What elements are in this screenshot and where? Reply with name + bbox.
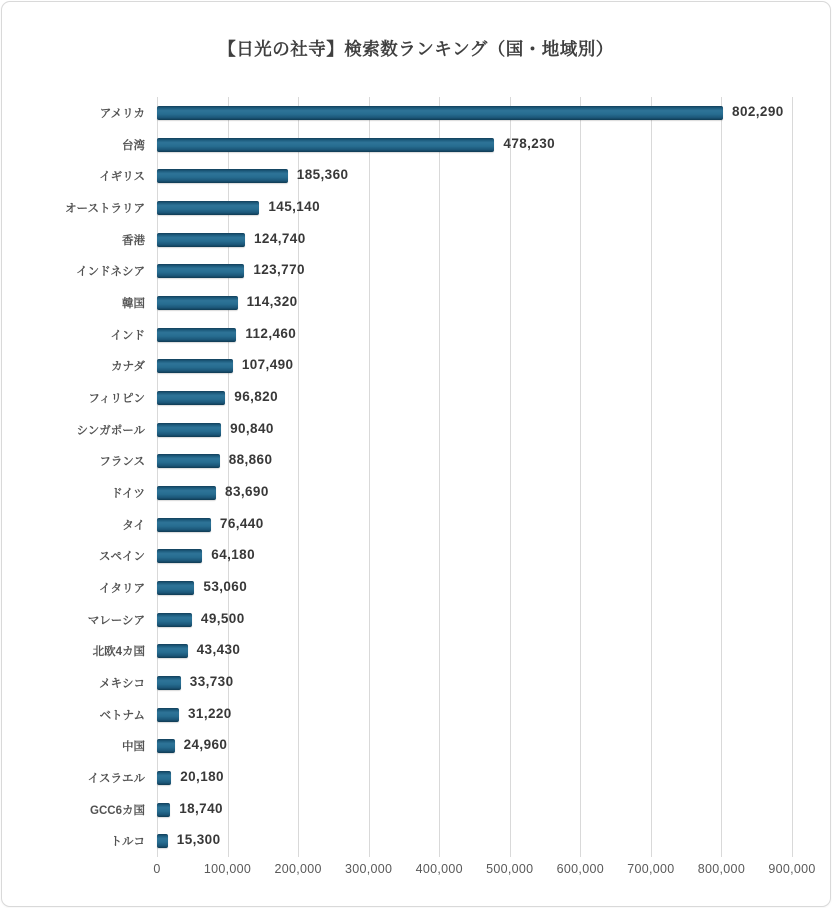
value-label: 15,300: [176, 832, 221, 848]
bar: [157, 739, 175, 753]
chart-card: [1, 1, 831, 907]
bar: [157, 169, 288, 183]
category-label: 香港: [122, 234, 145, 247]
chart-title: 【日光の社寺】検索数ランキング（国・地域別）: [218, 39, 614, 59]
gridline: [721, 97, 722, 857]
category-label: オーストラリア: [65, 202, 145, 215]
category-label: ベトナム: [99, 709, 145, 722]
x-tick-label: 0: [153, 862, 161, 876]
value-label: 83,690: [225, 483, 269, 499]
x-tick-label: 100,000: [203, 862, 252, 876]
bar: [157, 549, 202, 563]
value-label: 33,730: [189, 673, 234, 689]
x-tick-label: 400,000: [415, 862, 463, 876]
x-tick-label: 300,000: [345, 862, 393, 876]
x-tick-label: 800,000: [697, 862, 746, 876]
value-label: 64,180: [211, 547, 255, 563]
category-label: GCC6カ国: [90, 804, 145, 817]
value-label: 96,820: [234, 388, 278, 404]
bar: [157, 201, 259, 215]
category-label: イスラエル: [87, 772, 145, 785]
x-tick-label: 200,000: [274, 862, 322, 876]
value-label: 185,360: [296, 167, 349, 183]
bar: [157, 296, 238, 310]
value-label: 20,180: [180, 768, 224, 784]
category-label: フランス: [99, 456, 145, 469]
bar: [157, 264, 244, 278]
category-label: スペイン: [99, 551, 145, 564]
gridline: [439, 97, 440, 857]
x-tick-label: 500,000: [486, 862, 534, 876]
value-label: 53,060: [203, 578, 248, 594]
category-label: トルコ: [110, 836, 145, 849]
bar: [157, 834, 168, 848]
value-label: 124,740: [254, 230, 306, 246]
category-label: 韓国: [122, 297, 145, 310]
bar: [157, 486, 216, 500]
bar: [157, 423, 221, 437]
value-label: 88,860: [228, 452, 273, 468]
value-label: 123,770: [253, 262, 305, 278]
value-label: 107,490: [241, 357, 294, 373]
value-label: 114,320: [246, 293, 298, 309]
bar: [157, 771, 171, 785]
value-label: 478,230: [503, 135, 556, 151]
value-label: 802,290: [732, 103, 784, 119]
category-label: シンガポール: [76, 424, 145, 437]
value-label: 18,740: [179, 800, 223, 816]
bar: [157, 233, 245, 247]
category-label: 中国: [122, 741, 145, 754]
value-label: 31,220: [188, 705, 232, 721]
value-label: 145,140: [268, 198, 320, 214]
category-label: インドネシア: [76, 266, 145, 279]
category-label: イギリス: [99, 171, 145, 184]
category-label: タイ: [122, 519, 145, 532]
bar: [157, 359, 233, 373]
bar: [157, 391, 225, 405]
bar: [157, 676, 181, 690]
bar: [157, 644, 188, 658]
x-tick-label: 700,000: [627, 862, 675, 876]
value-label: 49,500: [200, 610, 245, 626]
category-label: メキシコ: [99, 677, 145, 690]
category-label: アメリカ: [99, 107, 145, 120]
bar: [157, 581, 194, 595]
value-label: 76,440: [219, 515, 264, 531]
bar: [157, 803, 170, 817]
bar: [157, 613, 192, 627]
bar: [157, 328, 236, 342]
value-label: 43,430: [196, 642, 241, 658]
category-label: ドイツ: [111, 487, 145, 500]
x-tick-label: 900,000: [768, 862, 816, 876]
gridline: [510, 97, 511, 857]
category-label: カナダ: [111, 361, 145, 374]
bar: [157, 106, 723, 120]
category-label: フィリピン: [88, 392, 145, 405]
bar: [157, 138, 494, 152]
category-label: 北欧4カ国: [92, 646, 145, 659]
bar: [157, 708, 179, 722]
value-label: 112,460: [245, 325, 297, 341]
value-label: 90,840: [230, 420, 274, 436]
plot-area: [2, 2, 831, 907]
gridline: [651, 97, 652, 857]
bar: [157, 454, 220, 468]
gridline: [369, 97, 370, 857]
gridline: [580, 97, 581, 857]
category-label: イタリア: [99, 582, 145, 595]
category-label: インド: [110, 329, 145, 342]
x-tick-label: 600,000: [556, 862, 604, 876]
category-label: 台湾: [122, 139, 145, 152]
value-label: 24,960: [183, 737, 228, 753]
bar: [157, 518, 211, 532]
gridline: [792, 97, 793, 857]
category-label: マレーシア: [87, 614, 145, 627]
